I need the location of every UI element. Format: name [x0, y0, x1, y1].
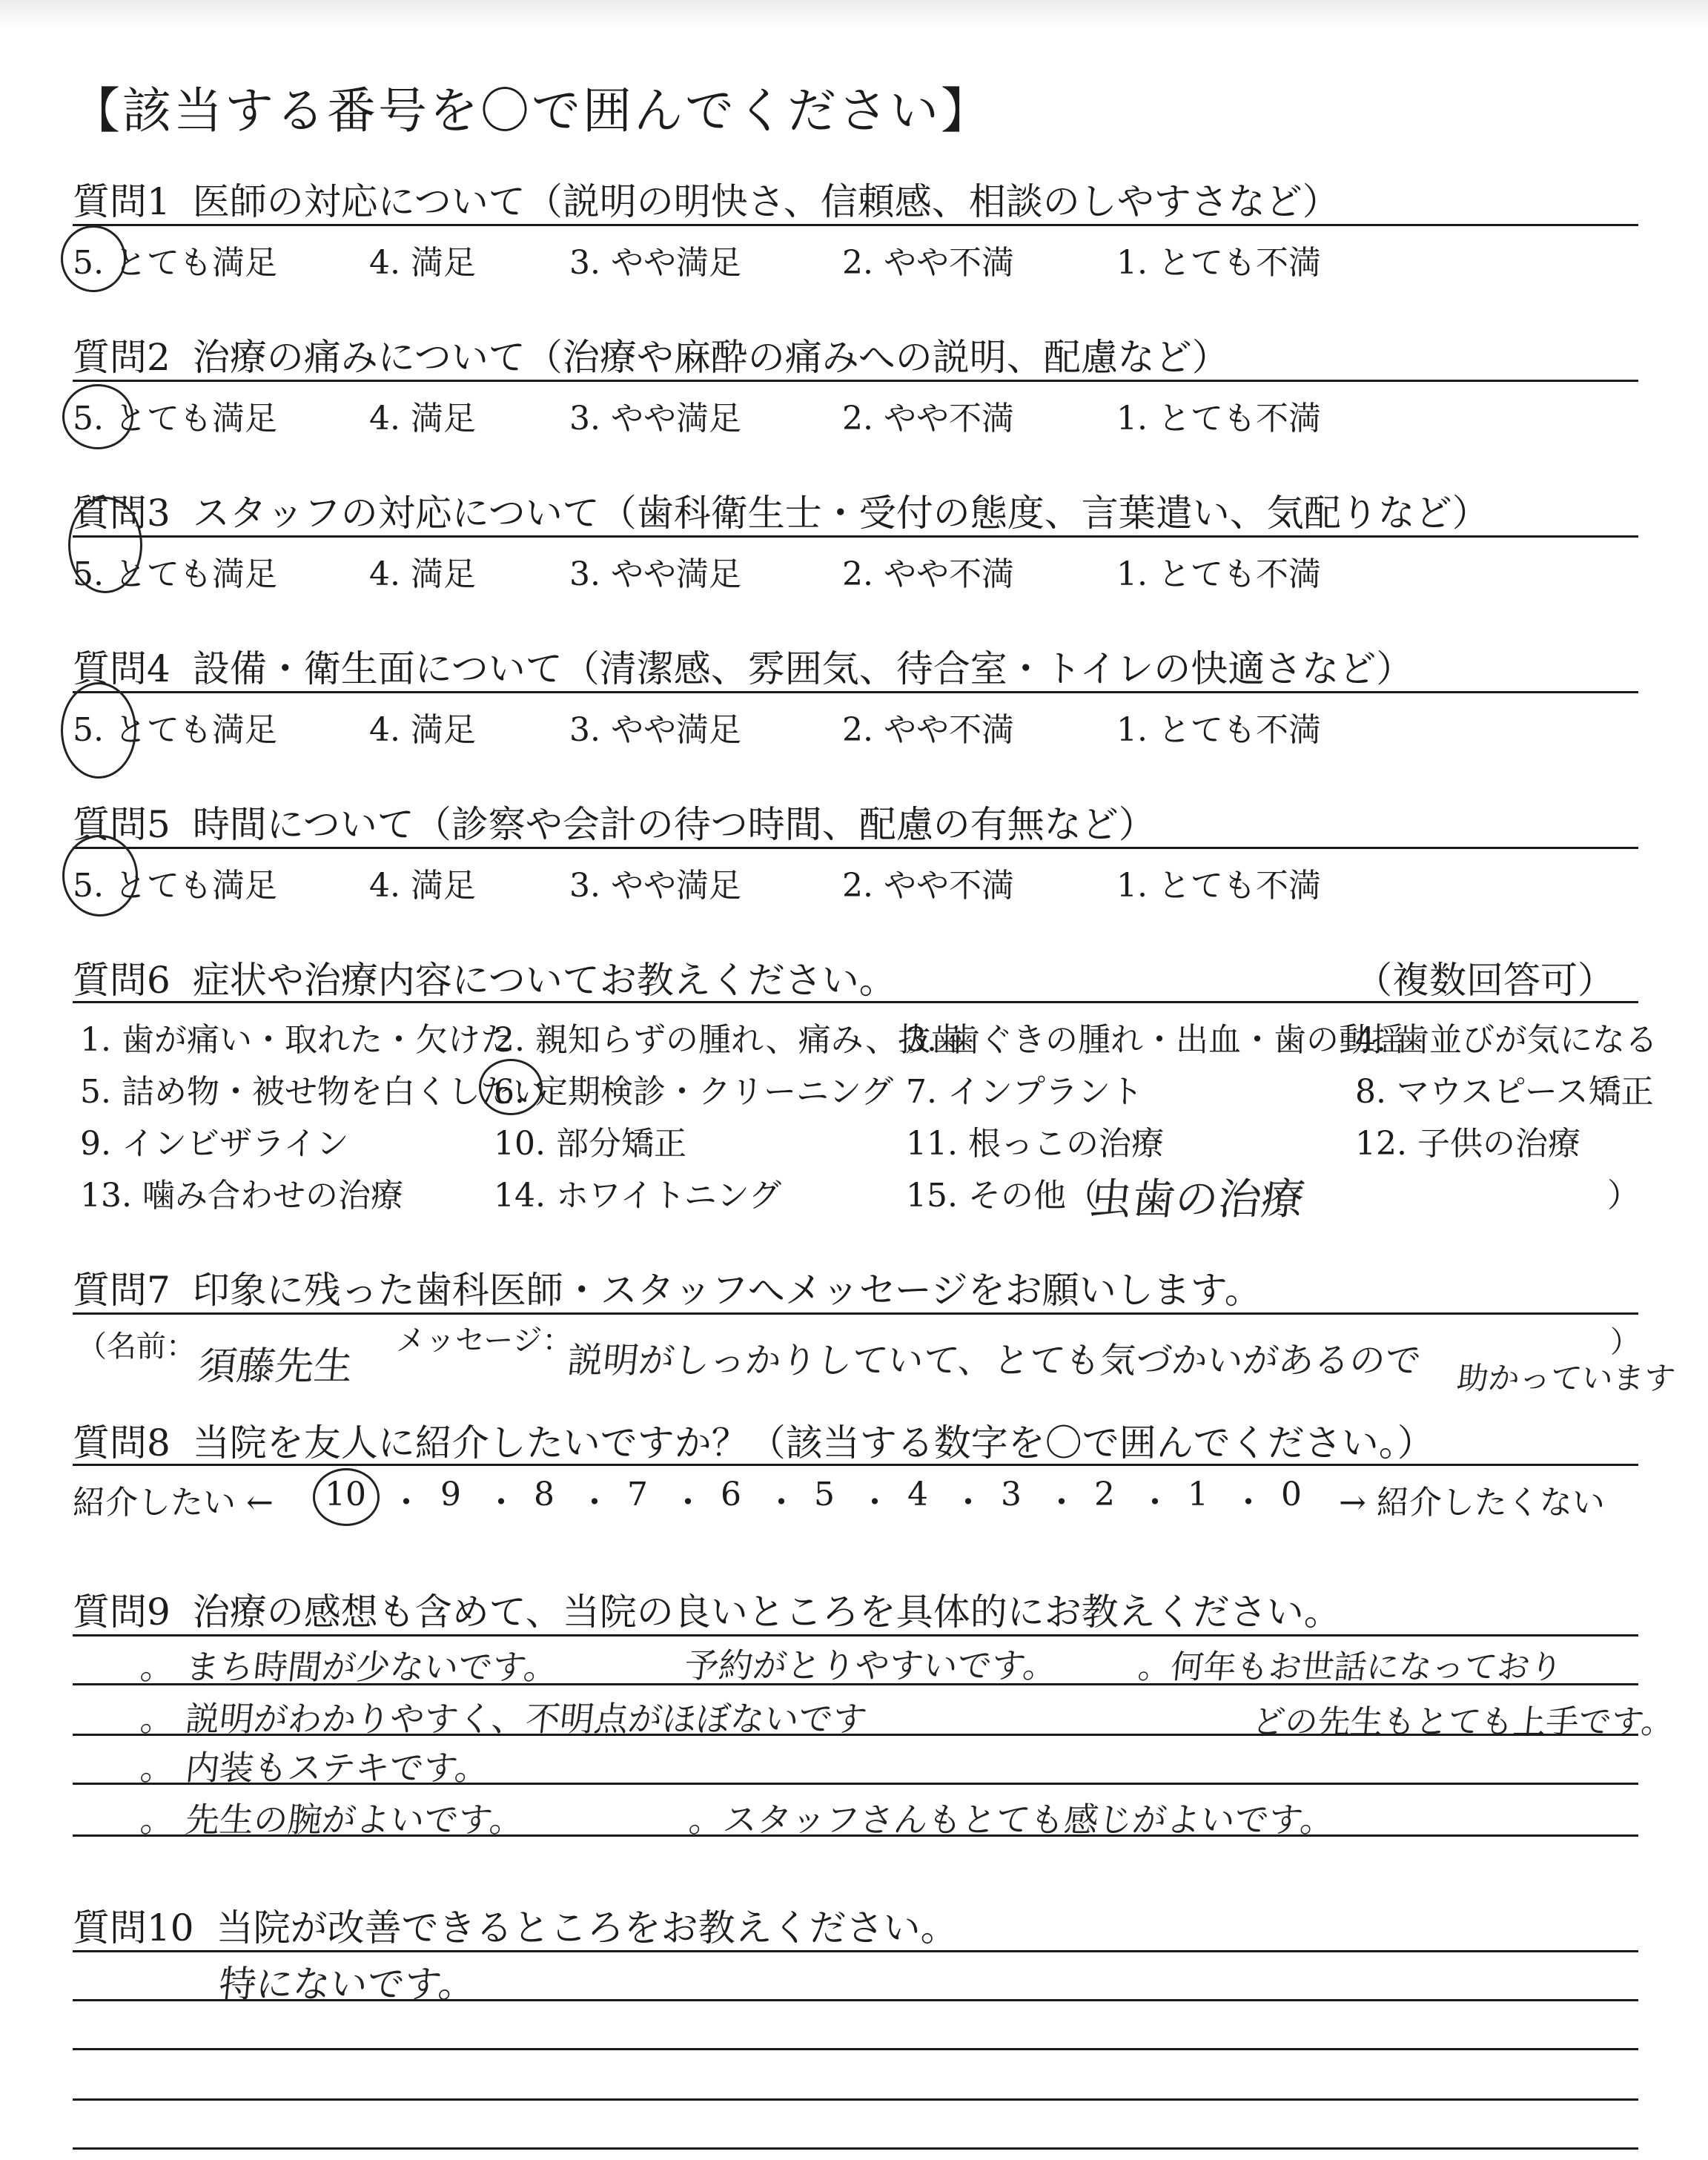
- question-4: [73, 639, 1413, 693]
- scale-dot: ・: [390, 1484, 423, 1522]
- question-text: 印象に残った歯科医師・スタッフへメッセージをお願いします。: [192, 1269, 1262, 1312]
- page-title: 【該当する番号を〇で囲んでください】: [71, 82, 992, 139]
- answer-line: [73, 1734, 1638, 1736]
- question-text: 治療の感想も含めて、当院の良いところを具体的にお教えください。: [192, 1591, 1341, 1634]
- divider: [73, 1312, 1638, 1315]
- question-number: 質問5: [73, 803, 171, 846]
- q6-option-4[interactable]: 4. 歯並びが気になる: [1355, 1021, 1658, 1059]
- q6-option-15[interactable]: 15. その他（: [906, 1177, 1099, 1215]
- scale-3[interactable]: 3: [1001, 1476, 1022, 1513]
- q4-option-4[interactable]: 4. 満足: [369, 711, 476, 749]
- scale-left-label: 紹介したい ←: [73, 1484, 274, 1522]
- q5-option-1[interactable]: 1. とても不満: [1116, 867, 1321, 905]
- answer-line: [73, 1999, 1638, 2001]
- q5-option-3[interactable]: 3. やや満足: [569, 867, 741, 905]
- selection-circle: [62, 384, 133, 449]
- scan-edge: [0, 0, 1708, 30]
- question-text: 当院を友人に紹介したいですか？（該当する数字を〇で囲んでください。）: [192, 1421, 1434, 1464]
- question-2: [73, 328, 1229, 381]
- question-number: 質問8: [73, 1421, 171, 1464]
- scale-dot: ・: [765, 1484, 798, 1522]
- q6-other-handwritten: 虫歯の治療: [1086, 1174, 1308, 1224]
- scale-5[interactable]: 5: [814, 1476, 835, 1513]
- answer-line: [73, 1683, 1638, 1685]
- scale-7[interactable]: 7: [627, 1476, 648, 1513]
- divider: [73, 1464, 1638, 1466]
- q1-option-5[interactable]: 5. とても満足: [73, 244, 277, 282]
- q2-option-3[interactable]: 3. やや満足: [569, 400, 741, 437]
- q6-option-7[interactable]: 7. インプラント: [906, 1073, 1143, 1111]
- name-label: （名前：: [77, 1330, 196, 1364]
- q3-option-4[interactable]: 4. 満足: [369, 555, 476, 593]
- q9-answer: 予約がとりやすいです。: [682, 1645, 1059, 1685]
- q4-option-2[interactable]: 2. やや不満: [842, 711, 1014, 749]
- q1-option-2[interactable]: 2. やや不満: [842, 244, 1014, 282]
- question-3: [73, 483, 1489, 537]
- q4-option-3[interactable]: 3. やや満足: [569, 711, 741, 749]
- q3-option-2[interactable]: 2. やや不満: [842, 555, 1014, 593]
- question-5: [73, 795, 1156, 848]
- scale-dot: ・: [952, 1484, 984, 1522]
- q9-answer: どの先生もとても上手です。: [1250, 1703, 1676, 1741]
- q9-answer: 。 内装もステキです。: [138, 1748, 491, 1788]
- scale-right-label: → 紹介したくない: [1339, 1484, 1605, 1522]
- question-text: 当院が改善できるところをお教えください。: [216, 1906, 958, 1949]
- scale-4[interactable]: 4: [907, 1476, 928, 1513]
- message-label: メッセージ：: [396, 1324, 572, 1358]
- q4-option-1[interactable]: 1. とても不満: [1116, 711, 1321, 749]
- q6-option-2[interactable]: 2. 親知らずの腫れ、痛み、抜歯: [494, 1021, 964, 1059]
- message-close: ）: [1610, 1325, 1640, 1359]
- selection-circle: [62, 835, 138, 916]
- answer-line: [73, 1950, 1638, 1952]
- scale-dot: ・: [672, 1484, 704, 1522]
- selection-circle: [61, 225, 126, 292]
- answer-line: [73, 2098, 1638, 2101]
- q6-option-12[interactable]: 12. 子供の治療: [1355, 1125, 1580, 1163]
- q6-option-14[interactable]: 14. ホワイトニング: [494, 1177, 782, 1215]
- question-text: 症状や治療内容についてお教えください。: [192, 959, 896, 1002]
- q9-answer: 。 まち時間が少ないです。: [138, 1647, 560, 1687]
- question-8: [73, 1413, 1434, 1467]
- scale-dot: ・: [1045, 1484, 1078, 1522]
- question-number: 質問7: [73, 1269, 171, 1312]
- divider: [73, 691, 1638, 693]
- q6-option-3[interactable]: 3. 歯ぐきの腫れ・出血・歯の動揺: [906, 1021, 1404, 1059]
- scale-8[interactable]: 8: [534, 1476, 555, 1513]
- message-handwritten: 説明がしっかりしていて、とても気づかいがあるので: [565, 1340, 1423, 1381]
- q5-option-5[interactable]: 5. とても満足: [73, 867, 277, 905]
- question-number: 質問4: [73, 647, 171, 690]
- divider: [73, 380, 1638, 382]
- selection-circle: [479, 1059, 543, 1115]
- q5-option-2[interactable]: 2. やや不満: [842, 867, 1014, 905]
- answer-line: [73, 2147, 1638, 2150]
- q4-option-5[interactable]: 5. とても満足: [73, 711, 277, 749]
- question-number: 質問9: [73, 1591, 171, 1634]
- q5-option-4[interactable]: 4. 満足: [369, 867, 476, 905]
- divider: [73, 847, 1638, 849]
- question-text: スタッフの対応について（歯科衛生士・受付の態度、言葉遣い、気配りなど）: [192, 492, 1489, 535]
- divider: [73, 224, 1638, 226]
- q1-option-4[interactable]: 4. 満足: [369, 244, 476, 282]
- q9-answer: 。 先生の腕がよいです。: [138, 1800, 526, 1840]
- q2-option-2[interactable]: 2. やや不満: [842, 400, 1014, 437]
- question-10: [73, 1898, 958, 1952]
- q3-option-1[interactable]: 1. とても不満: [1116, 555, 1321, 593]
- q1-option-1[interactable]: 1. とても不満: [1116, 244, 1321, 282]
- divider: [73, 535, 1638, 538]
- q6-other-close: ）: [1607, 1177, 1640, 1215]
- q6-option-6[interactable]: 6. 定期検診・クリーニング: [494, 1073, 894, 1111]
- answer-line: [73, 2048, 1638, 2050]
- question-text: 時間について（診察や会計の待つ時間、配慮の有無など）: [192, 803, 1156, 846]
- question-text: 治療の痛みについて（治療や麻酔の痛みへの説明、配慮など）: [192, 336, 1229, 379]
- scale-dot: ・: [578, 1484, 611, 1522]
- scale-dot: ・: [1232, 1484, 1265, 1522]
- scale-1[interactable]: 1: [1188, 1476, 1208, 1513]
- answer-line: [73, 1783, 1638, 1785]
- answer-line: [73, 1634, 1638, 1636]
- selection-circle: [68, 497, 142, 593]
- q6-option-13[interactable]: 13. 噛み合わせの治療: [80, 1177, 403, 1215]
- question-text: 設備・衛生面について（清潔感、雰囲気、待合室・トイレの快適さなど）: [192, 647, 1414, 690]
- question-number: 質問1: [73, 180, 171, 223]
- q6-option-1[interactable]: 1. 歯が痛い・取れた・欠けた: [80, 1021, 513, 1059]
- q6-option-9[interactable]: 9. インビザライン: [80, 1125, 349, 1163]
- scale-dot: ・: [1139, 1484, 1171, 1522]
- question-7: [73, 1261, 1262, 1314]
- question-number: 質問10: [73, 1906, 194, 1949]
- divider: [73, 1001, 1638, 1003]
- q6-option-11[interactable]: 11. 根っこの治療: [906, 1125, 1164, 1163]
- scale-2[interactable]: 2: [1094, 1476, 1115, 1513]
- q2-option-4[interactable]: 4. 満足: [369, 400, 476, 437]
- q1-option-3[interactable]: 3. やや満足: [569, 244, 741, 282]
- scale-dot: ・: [858, 1484, 891, 1522]
- question-9: [73, 1582, 1341, 1636]
- q3-option-3[interactable]: 3. やや満足: [569, 555, 741, 593]
- scale-0[interactable]: 0: [1281, 1476, 1302, 1513]
- q10-answer: 特にないです。: [216, 1963, 478, 2006]
- selection-circle: [313, 1468, 380, 1526]
- q9-answer: 。スタッフさんもとても感じがよいです。: [686, 1800, 1337, 1840]
- q6-option-5[interactable]: 5. 詰め物・被せ物を白くしたい: [80, 1073, 546, 1111]
- selection-circle: [61, 682, 136, 779]
- q2-option-1[interactable]: 1. とても不満: [1116, 400, 1321, 437]
- scale-9[interactable]: 9: [440, 1476, 461, 1513]
- question-6: [73, 951, 896, 1004]
- q9-answer: 。何年もお世話になっており: [1136, 1648, 1565, 1686]
- multi-answer-note: （複数回答可）: [1355, 959, 1615, 1002]
- q2-option-5[interactable]: 5. とても満足: [73, 400, 277, 437]
- name-handwritten: 須藤先生: [196, 1344, 355, 1389]
- question-1: [73, 172, 1340, 225]
- q3-option-5[interactable]: 5. とても満足: [73, 555, 277, 593]
- scale-dot: ・: [485, 1484, 517, 1522]
- question-text: 医師の対応について（説明の明快さ、信頼感、相談のしやすさなど）: [192, 180, 1340, 223]
- question-number: 質問2: [73, 336, 171, 379]
- question-number: 質問6: [73, 959, 171, 1002]
- scale-10[interactable]: 10: [325, 1476, 366, 1513]
- q9-answer: 。 説明がわかりやすく、不明点がほぼないです: [138, 1699, 870, 1739]
- question-number: 質問3: [73, 492, 171, 535]
- answer-line: [73, 1834, 1638, 1837]
- q6-option-8[interactable]: 8. マウスピース矯正: [1355, 1073, 1654, 1111]
- q6-option-10[interactable]: 10. 部分矯正: [494, 1125, 686, 1163]
- scale-6[interactable]: 6: [721, 1476, 741, 1513]
- message-handwritten-2: 助かっています: [1455, 1360, 1678, 1396]
